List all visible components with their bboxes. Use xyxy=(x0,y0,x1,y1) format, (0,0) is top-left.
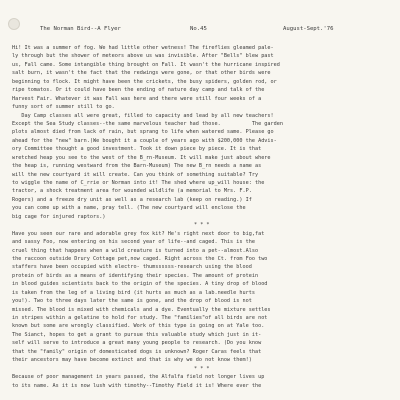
text-line: Except the Sea Study classes--the same marvelous teacher had those. The garden xyxy=(12,120,283,127)
separator-stars: * * * xyxy=(194,222,210,229)
text-line: missed. The blood is mixed with chemicals and a dye. Eventually the mixture settles xyxy=(12,306,271,313)
paragraph-day-camp xyxy=(12,112,400,222)
issue-date: August-Sept.'76 xyxy=(283,26,334,32)
text-line: staffers have been occupied with electro- thumssssss-research using the blood xyxy=(12,264,252,271)
text-line: us, Fall came. Some intangible thing brought on Fall. It wasn't the hurricane inspired xyxy=(12,61,280,68)
text-line: wretched heap you see to the west of the B_rn-Museum. It will make just about where xyxy=(12,154,271,161)
text-line: ahead for the "new" barn.(We bought it a couple of years ago with $200,000 the Advis- xyxy=(12,137,277,144)
text-line: protein of birds as a means of identifying their species. The amount of protein xyxy=(12,272,259,279)
text-line: big cage for injured raptors.) xyxy=(12,213,106,220)
text-line: known but some are wrongly classified. Work of this type is going on at Yale too. xyxy=(12,323,265,330)
masthead xyxy=(0,22,400,36)
text-line: the heap is, running westward from the Barn-Museum) The new B_rn needs a name as xyxy=(12,163,262,170)
text-line: ly through but the shower of meteors above us was invisible. After "Bells" blew past xyxy=(12,53,274,60)
text-line: ripe tomatos. Or it could have been the ending of nature day camp and talk of the xyxy=(12,87,265,94)
text-line: salt burn, it wasn't the fact that the redwings were gone, or that other birds were xyxy=(12,70,271,77)
text-line: is taken from the leg of a living bird (it hurts as much as a lab.needle hurts xyxy=(12,289,255,296)
text-line: and sassy Foo, now entering on his second year of life--and caged. This is the xyxy=(12,239,255,246)
text-line: that the "family" origin of domesticated dogs is unknown? Roger Caras feels that xyxy=(12,348,262,355)
text-line: Have you seen our rare and adorable grey fox kit? He's right next door to big,fat xyxy=(12,230,265,237)
text-line: tractor, a shock treatment area for wounded wildlife (a memorial to Mrs. F.P. xyxy=(12,188,252,195)
newsletter-body xyxy=(12,44,400,390)
text-line: in stripes within a gelatine to hold for study. The "families"of all birds are not xyxy=(12,315,268,321)
text-line: Hi! It was a summer of fog. We had little other wetness! The fireflies gleamed pale- xyxy=(12,45,274,51)
text-line: to wiggle the name of C_rrie or Norman into it! The shed where up_will house: the xyxy=(12,180,265,186)
text-line: beginning to flock. It might have been the crickets, the busy spiders, golden rod, or xyxy=(12,78,277,85)
text-line: in blood guides scientists back to the origin of the species. A tiny drop of blood xyxy=(12,281,268,288)
text-line: ory Committee thought a good investment. Took it down piece by piece. It is that xyxy=(12,146,262,153)
text-line: Rogers) and a freeze dry unit as well as a research lab (keep on reading.) If xyxy=(12,196,252,203)
text-line: cruel thing that happens when a wild creature is turned into a pet--almost.Also xyxy=(12,247,259,254)
text-line: you!). Two to three days later the same is gone, and the drop of blood is not xyxy=(12,298,252,305)
text-line: you can come up with a name, pray tell. (The new courtyard will enclose the xyxy=(12,205,246,212)
text-line: the raccoon outside Drury Cottage pet,now caged. Right across the Ct. from Foo two xyxy=(12,255,268,262)
text-line: Because of poor management in years passed, the Alfalfa field not longer lives up xyxy=(12,374,265,381)
paragraph-summer xyxy=(12,44,400,112)
section-separator xyxy=(12,221,400,229)
text-line: Day Camp classes all were great, filled to capacity and lead by all new teachers! xyxy=(12,112,274,119)
text-line: The Sianct, hopes to get a grant to pursue this valuable study which just in it- xyxy=(12,331,262,338)
text-line: self will serve to introduce a great many young people to research. (Do you know xyxy=(12,340,262,347)
text-line: their ancestors may have become extinct and that is why we do not know them!) xyxy=(12,357,252,364)
separator-stars: * * * xyxy=(194,365,210,372)
section-separator xyxy=(12,365,400,373)
text-line: to its name. As it is now lush with timothy--Timothy Field it is! Where ever the xyxy=(12,382,262,389)
text-line: Harvest Fair. Whatever it was Fall was here and there were still four weeks of a xyxy=(12,95,262,102)
text-line: will the new courtyard it will create. Can you think of something suitable? Try xyxy=(12,171,259,178)
text-line: plots almost died from lack of rain, but sprang to life when watered same. Please go xyxy=(12,129,274,136)
newsletter-title: The Norman Bird--A Flyer xyxy=(40,26,121,32)
paragraph-fox-kit xyxy=(12,230,400,365)
issue-number: No.45 xyxy=(190,26,207,32)
text-line: funny sort of summer still to go. xyxy=(12,104,115,111)
paragraph-alfalfa-field xyxy=(12,373,400,390)
